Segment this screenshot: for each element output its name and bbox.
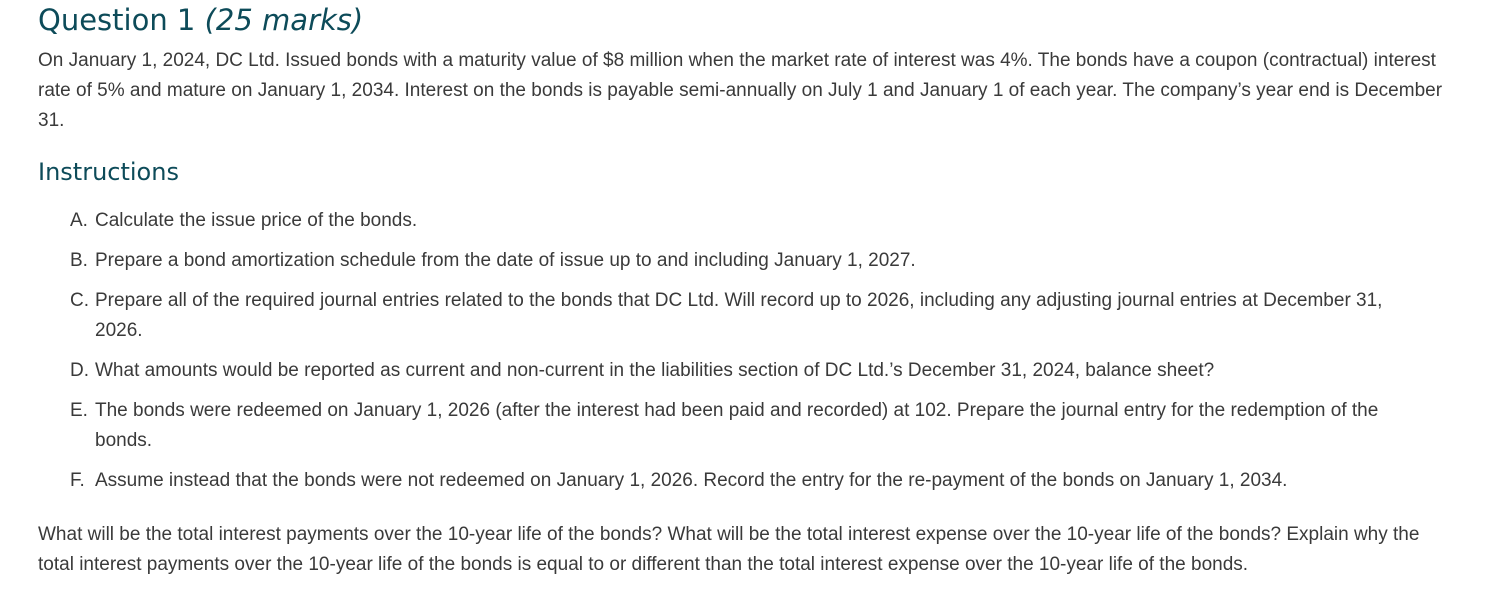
instruction-letter: F. xyxy=(70,470,85,491)
instruction-text: Assume instead that the bonds were not redeemed on January 1, 2026. Record the entry for the re-payment of the bonds on January 1, 2034. xyxy=(95,470,1288,491)
instruction-text: Prepare a bond amortization schedule from the date of issue up to and including January 1, 2027. xyxy=(95,250,916,271)
instructions-list xyxy=(38,206,1418,506)
instruction-text: The bonds were redeemed on January 1, 2026 (after the interest had been paid and recorded) at 102. Prepare the journal entry for the redemption of the bonds. xyxy=(95,400,1379,451)
instruction-text: Calculate the issue price of the bonds. xyxy=(95,210,418,231)
instruction-item-c xyxy=(38,286,1418,346)
question-title-text: Question 1 xyxy=(38,3,196,37)
instruction-text: Prepare all of the required journal entries related to the bonds that DC Ltd. Will record up to 2026, including any adjusting journal entries at December 31, 2026. xyxy=(95,290,1383,341)
instruction-letter: E. xyxy=(70,400,88,421)
closing-paragraph: What will be the total interest payments over the 10-year life of the bonds? What will be the total interest expense over the 10-year life of the bonds? Explain why the total interest payments over the 10-year life of the bonds is equal to or different than the total interest expense over the 10-year life of the bonds. xyxy=(38,524,1420,575)
instruction-letter: D. xyxy=(70,360,89,381)
instruction-letter: C. xyxy=(70,290,89,311)
instruction-letter: A. xyxy=(70,210,88,231)
instruction-item-a xyxy=(38,206,1418,236)
instruction-item-f xyxy=(38,466,1418,496)
question-intro: On January 1, 2024, DC Ltd. Issued bonds with a maturity value of $8 million when the market rate of interest was 4%. The bonds have a coupon (contractual) interest rate of 5% and mature on January 1, 2034. Interest on the bonds is payable semi-annually on July 1 and January 1 of each year. The company’s year end is December 31. xyxy=(38,50,1443,131)
question-marks: (25 marks) xyxy=(204,3,364,37)
instruction-item-e xyxy=(38,396,1418,456)
instruction-text: What amounts would be reported as current and non-current in the liabilities section of DC Ltd.’s December 31, 2024, balance sheet? xyxy=(95,360,1215,381)
question-title xyxy=(38,2,363,38)
instructions-heading: Instructions xyxy=(38,158,179,186)
instruction-item-d xyxy=(38,356,1418,386)
instruction-letter: B. xyxy=(70,250,88,271)
instruction-item-b xyxy=(38,246,1418,276)
